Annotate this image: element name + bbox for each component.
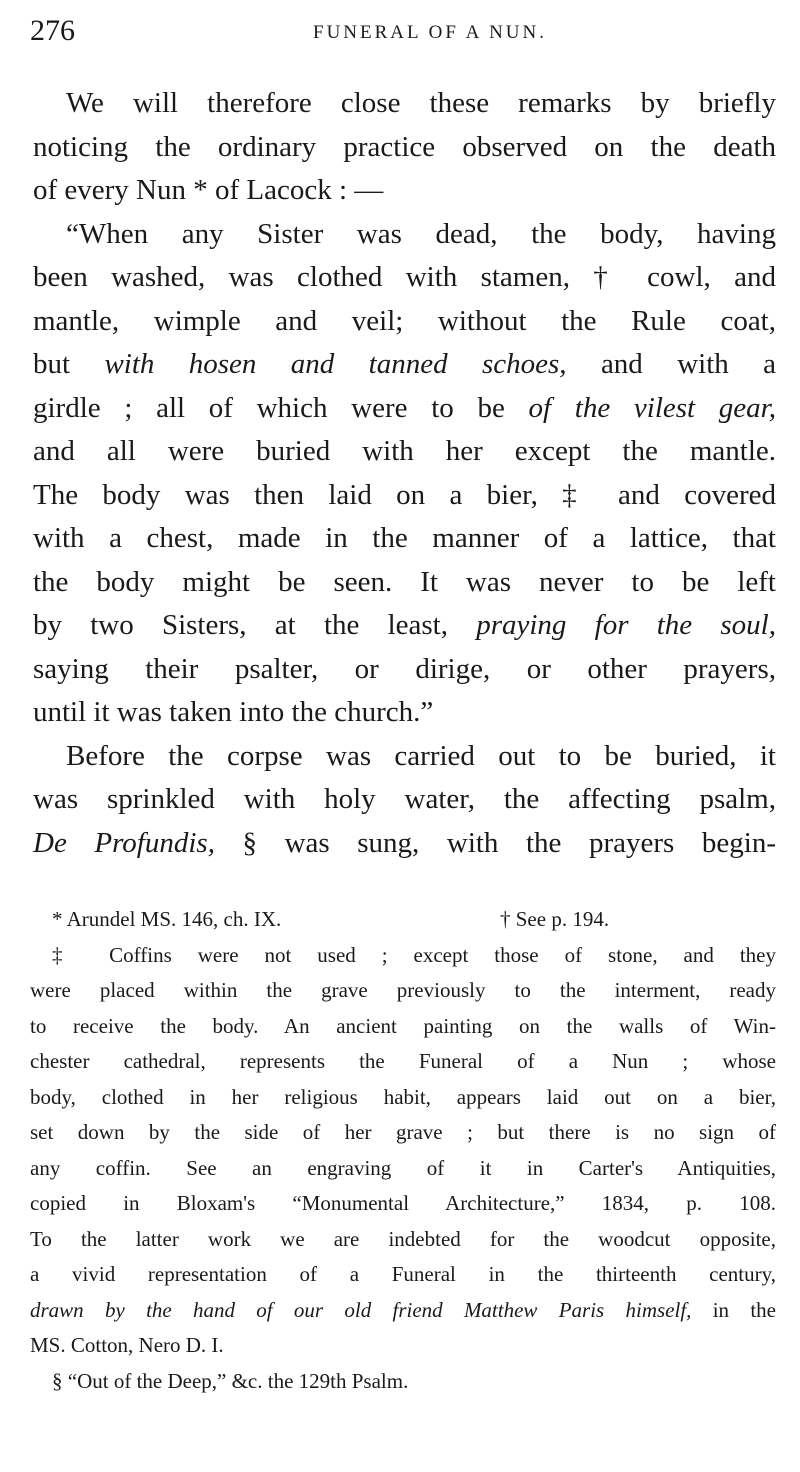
italic-run: with hosen and tanned schoes, bbox=[104, 348, 567, 380]
text-line: Before the corpse was carried out to be buried, it bbox=[66, 739, 776, 772]
italic-run: De Profundis, bbox=[33, 826, 215, 859]
text-line: saying their psalter, or dirige, or other prayers, bbox=[33, 652, 776, 685]
footnote-line: any coffin. See an engraving of it in Carter's Antiquities, bbox=[30, 1155, 776, 1180]
footnote-line: ‡ Coffins were not used ; except those of stone, and they bbox=[52, 942, 776, 967]
italic-run: of the vilest gear, bbox=[528, 391, 776, 424]
text-line: was sprinkled with holy water, the affecting psalm, bbox=[33, 783, 776, 815]
main-text bbox=[33, 82, 776, 865]
text-line: The body was then laid on a bier, ‡ and covered bbox=[33, 478, 776, 511]
text-line: girdle ; all of which were to be of the vilest gear, bbox=[33, 391, 776, 424]
text-line: but with hosen and tanned schoes, and with a bbox=[33, 348, 776, 380]
text-line: the body might be seen. It was never to be left bbox=[33, 565, 776, 598]
footnote-line: a vivid representation of a Funeral in the thirteenth century, bbox=[30, 1262, 776, 1286]
text-line: and all were buried with her except the mantle. bbox=[33, 435, 776, 467]
footnote-line: copied in Bloxam's “Monumental Architecture,” 1834, p. 108. bbox=[30, 1191, 776, 1215]
text-line: mantle, wimple and veil; without the Rule coat, bbox=[33, 304, 776, 337]
text-line: of every Nun * of Lacock : — bbox=[33, 174, 384, 206]
footnote-line: body, clothed in her religious habit, appears laid out on a bier, bbox=[30, 1084, 776, 1109]
footnotes bbox=[30, 902, 776, 1399]
footnote-star: * Arundel MS. 146, ch. IX. bbox=[52, 907, 282, 931]
text-line: noticing the ordinary practice observed on the death bbox=[33, 130, 776, 163]
footnote-line: set down by the side of her grave ; but there is no sign of bbox=[30, 1120, 776, 1144]
text-line: “When any Sister was dead, the body, having bbox=[66, 217, 776, 250]
text-line: We will therefore close these remarks by briefly bbox=[66, 87, 776, 119]
text-line: by two Sisters, at the least, praying for the soul, bbox=[33, 609, 776, 641]
text-line: been washed, was clothed with stamen, † cowl, and bbox=[33, 261, 776, 293]
page-number: 276 bbox=[30, 14, 75, 47]
footnote-line: To the latter work we are indebted for the woodcut opposite, bbox=[30, 1226, 776, 1251]
footnote-line bbox=[30, 902, 776, 938]
page-header bbox=[30, 14, 770, 54]
italic-run: drawn by the hand of our old friend Matthew Paris himself, bbox=[30, 1297, 692, 1322]
footnote-line: chester cathedral, represents the Funeral of a Nun ; whose bbox=[30, 1049, 776, 1073]
footnote-line: § “Out of the Deep,” &c. the 129th Psalm. bbox=[52, 1368, 409, 1393]
footnote-line: to receive the body. An ancient painting on the walls of Win- bbox=[30, 1013, 776, 1038]
footnote-line: drawn by the hand of our old friend Matthew Paris himself, in the bbox=[30, 1297, 776, 1322]
text-line: with a chest, made in the manner of a lattice, that bbox=[33, 522, 776, 554]
running-title: FUNERAL OF A NUN. bbox=[313, 22, 547, 43]
text-line: De Profundis, § was sung, with the prayers begin- bbox=[33, 826, 776, 859]
footnote-dagger: † See p. 194. bbox=[500, 907, 610, 931]
footnote-line: MS. Cotton, Nero D. I. bbox=[30, 1333, 224, 1357]
text-line: until it was taken into the church.” bbox=[33, 696, 434, 728]
footnote-line: were placed within the grave previously to the interment, ready bbox=[30, 978, 776, 1002]
italic-run: praying for the soul, bbox=[476, 609, 776, 641]
